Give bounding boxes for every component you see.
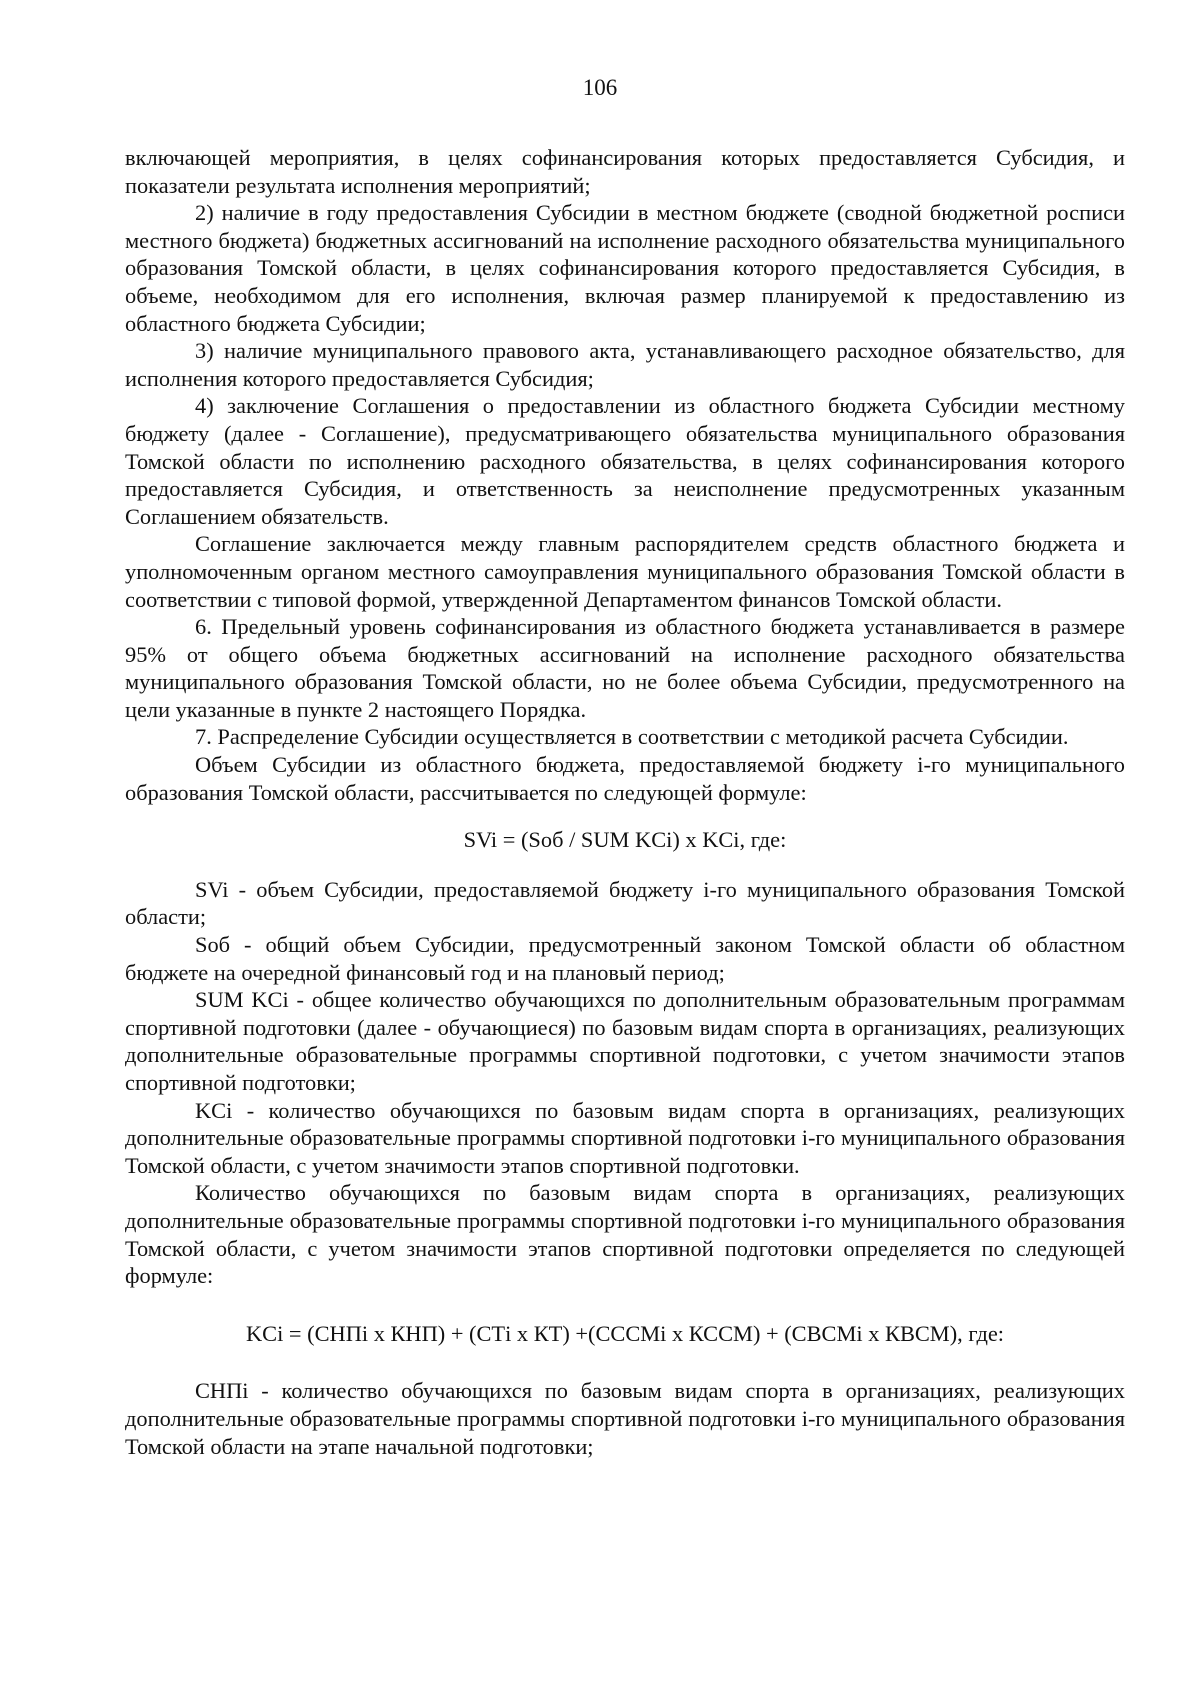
definition-kci: KCi - количество обучающихся по базовым видам спорта в организациях, реализующих дополнительные образовательные программы спортивной подготовки i-го муниципального образования Томской области, с учетом значимости этапов спортивной подготовки.	[125, 1097, 1125, 1178]
page-number: 106	[582, 75, 618, 100]
definition-sum-kci: SUM KCi - общее количество обучающихся по дополнительным образовательным программам спортивной подготовки (далее - обучающиеся) по базовым видам спорта в организациях, реализующих дополнительные образовательные программы спортивной подготовки, с учетом значимости этапов спортивной подготовки;	[125, 987, 1125, 1095]
paragraph-item-7: 7. Распределение Субсидии осуществляется в соответствии с методикой расчета Субсидии.	[195, 724, 1069, 750]
paragraph-item-4: 4) заключение Соглашения о предоставлении из областного бюджета Субсидии местному бюджету (далее - Соглашение), предусматривающего обязательства муниципального образования Томской области по исполнению расходного обязательства, в целях софинансирования которого предоставляется Субсидия, и ответственность за неисполнение предусмотренных указанным Соглашением обязательств.	[125, 393, 1125, 529]
definition-svi: SVi - объем Субсидии, предоставляемой бюджету i-го муниципального образования Томской области;	[125, 876, 1125, 930]
paragraph-agreement: Соглашение заключается между главным распорядителем средств областного бюджета и уполномоченным органом местного самоуправления муниципального образования Томской области в соответствии с типовой формой, утвержденной Департаментом финансов Томской области.	[125, 531, 1125, 612]
paragraph-subsidy-volume: Объем Субсидии из областного бюджета, предоставляемой бюджету i-го муниципального образования Томской области, рассчитывается по следующей формуле:	[125, 752, 1125, 805]
formula-kci: KCi = (СНПi x КНП) + (СТi x КТ) +(СССМi x КССМ) + (СВСМi x КВСМ), где:	[246, 1320, 1004, 1346]
formula-svi: SVi = (Sоб / SUM KCi) x KCi, где:	[463, 827, 787, 853]
paragraph-kci-count: Количество обучающихся по базовым видам спорта в организациях, реализующих дополнительные образовательные программы спортивной подготовки i-го муниципального образования Томской области, с учетом значимости этапов спортивной подготовки определяется по следующей формуле:	[125, 1180, 1125, 1289]
paragraph-item-3: 3) наличие муниципального правового акта, устанавливающего расходное обязательство, для исполнения которого предоставляется Субсидия;	[125, 338, 1125, 391]
paragraph-continuation: включающей мероприятия, в целях софинансирования которых предоставляется Субсидия, и показатели результата исполнения мероприятий;	[125, 145, 1125, 198]
document-body	[125, 144, 1125, 1460]
paragraph-item-2: 2) наличие в году предоставления Субсидии в местном бюджете (сводной бюджетной росписи местного бюджета) бюджетных ассигнований на исполнение расходного обязательства муниципального образования Томской области, в целях софинансирования которого предоставляется Субсидия, в объеме, необходимом для его исполнения, включая размер планируемой к предоставлению из областного бюджета Субсидии;	[125, 200, 1125, 336]
definition-snpi: СНПi - количество обучающихся по базовым видам спорта в организациях, реализующих дополнительные образовательные программы спортивной подготовки i-го муниципального образования Томской области на этапе начальной подготовки;	[125, 1378, 1125, 1459]
definition-sob: Sоб - общий объем Субсидии, предусмотренный законом Томской области об областном бюджете на очередной финансовый год и на плановый период;	[125, 932, 1125, 985]
paragraph-item-6: 6. Предельный уровень софинансирования из областного бюджета устанавливается в размере 95% от общего объема бюджетных ассигнований на исполнение расходного обязательства муниципального образования Томской области, но не более объема Субсидии, предусмотренного на цели указанные в пункте 2 настоящего Порядка.	[125, 614, 1125, 722]
